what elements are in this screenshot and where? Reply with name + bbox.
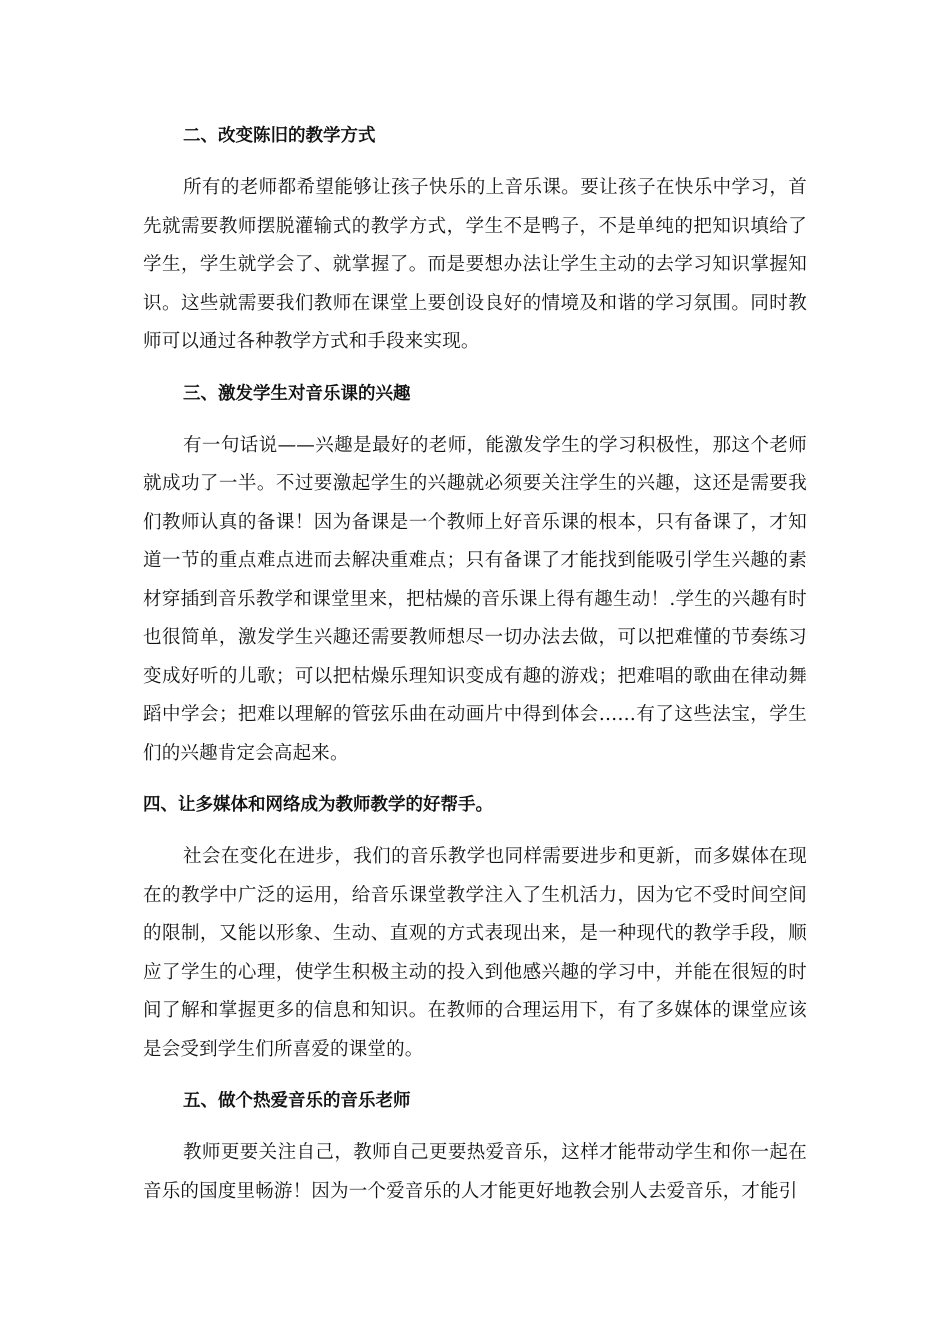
section-paragraph-3: 有一句话说——兴趣是最好的老师，能激发学生的学习积极性，那这个老师就成功了一半。不过要激起学生的兴趣就必须要关注学生的兴趣，这还是需要我们教师认真的备课！因为备课是一个教师上好音乐课的根本，只有备课了，才知道一节的重点难点进而去解决重难点；只有备课了才能找到能吸引学生兴趣的素材穿插到音乐教学和课堂里来，把枯燥的音乐课上得有趣生动！.学生的兴趣有时也很简单，激发学生兴趣还需要教师想尽一切办法去做，可以把难懂的节奏练习变成好听的儿歌；可以把枯燥乐理知识变成有趣的游戏；把难唱的歌曲在律动舞蹈中学会；把难以理解的管弦乐曲在动画片中得到体会……有了这些法宝，学生们的兴趣肯定会高起来。	[143, 434, 807, 764]
section-paragraph-4: 社会在变化在进步，我们的音乐教学也同样需要进步和更新，而多媒体在现在的教学中广泛的运用，给音乐课堂教学注入了生机活力，因为它不受时间空间的限制，又能以形象、生动、直观的方式表现出来，是一种现代的教学手段，顺应了学生的心理，使学生积极主动的投入到他感兴趣的学习中，并能在很短的时间了解和掌握更多的信息和知识。在教师的合理运用下，有了多媒体的课堂应该是会受到学生们所喜爱的课堂的。	[143, 846, 807, 1060]
spacer	[143, 1069, 807, 1083]
spacer	[143, 824, 807, 838]
section-paragraph-5: 教师更要关注自己，教师自己更要热爱音乐，这样才能带动学生和你一起在音乐的国度里畅游！因为一个爱音乐的人才能更好地教会别人去爱音乐，才能引	[143, 1142, 807, 1202]
section-heading-4: 四、让多媒体和网络成为教师教学的好帮手。	[143, 795, 493, 815]
spacer	[143, 155, 807, 169]
section-paragraph-2: 所有的老师都希望能够让孩子快乐的上音乐课。要让孩子在快乐中学习，首先就需要教师摆脱灌输式的教学方式，学生不是鸭子，不是单纯的把知识填给了学生，学生就学会了、就掌握了。而是要想办法让学生主动的去学习知识掌握知识。这些就需要我们教师在课堂上要创设良好的情境及和谐的学习氛围。同时教师可以通过各种教学方式和手段来实现。	[143, 177, 807, 352]
section-heading-2: 二、改变陈旧的教学方式	[183, 126, 376, 146]
document-body	[143, 118, 807, 1211]
spacer	[143, 413, 807, 427]
spacer	[143, 773, 807, 787]
spacer	[143, 1120, 807, 1134]
section-heading-3: 三、激发学生对音乐课的兴趣	[183, 383, 411, 404]
spacer	[143, 362, 807, 376]
section-heading-5: 五、做个热爱音乐的音乐老师	[183, 1091, 411, 1111]
